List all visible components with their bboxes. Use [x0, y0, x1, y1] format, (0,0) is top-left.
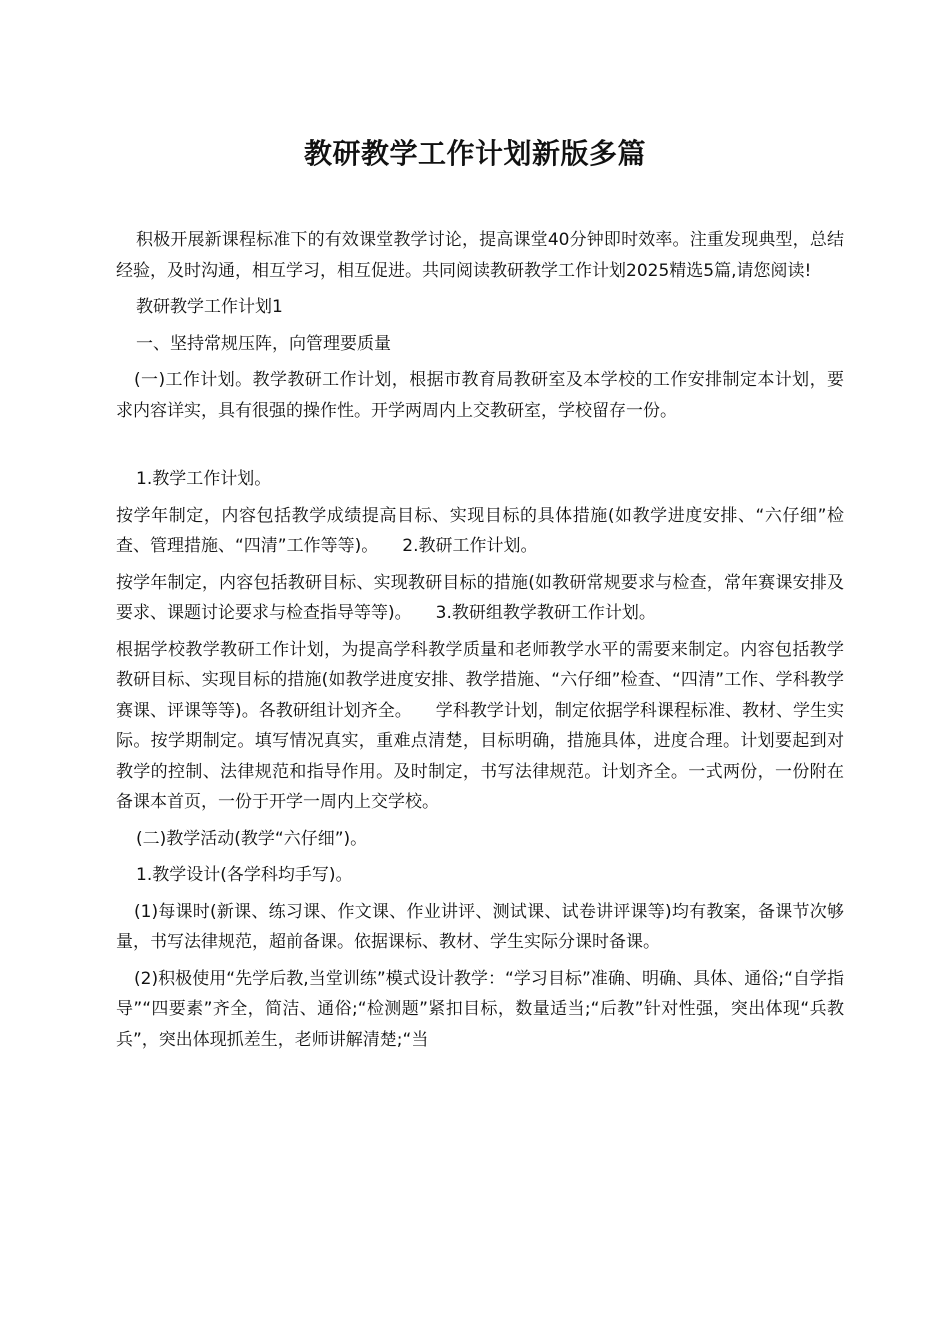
document-body: [116, 225, 844, 1061]
paragraph-gap: [116, 432, 844, 464]
item-research-plan: 2.教研工作计划。: [402, 536, 538, 556]
item-teaching-plan: 1.教学工作计划。: [136, 469, 272, 489]
group-plan-detail: [116, 635, 844, 818]
subject-plan-text: 学科教学计划，制定依据学科课程标准、教材、学生实际。按学期制定。填写情况真实，重难点清楚，目标明确，措施具体，进度合理。计划要起到对教学的控制、法律规范和指导作用。及时制定，书写法律规范。计划齐全。一式两份，一份附在备课本首页，一份于开学一周内上交学校。: [116, 700, 845, 812]
item-group-plan: 3.教研组教学教研工作计划。: [435, 603, 656, 623]
group-plan-text: 根据学校教学教研工作计划，为提高学科教学质量和老师教学水平的需要来制定。内容包括教学教研目标、实现目标的措施(如教学进度安排、教学措施、“六仔细”检查、“四清”工作、学科教学赛课、评课等等)。各教研组计划齐全。: [116, 639, 844, 721]
teaching-design-heading: 1.教学设计(各学科均手写)。: [136, 865, 353, 885]
section-heading: 一、坚持常规压阵，向管理要质量: [136, 333, 391, 354]
teaching-design-item-2: (2)积极使用“先学后教,当堂训练”模式设计教学：“学习目标”准确、明确、具体、通俗;“自学指导”“四要素”齐全，简洁、通俗;“检测题”紧扣目标，数量适当;“后教”针对性强，突出体现“兵教兵”，突出体现抓差生，老师讲解清楚;“当: [116, 968, 844, 1050]
intro-paragraph: 积极开展新课程标准下的有效课堂教学讨论，提高课堂40分钟即时效率。注重发现典型，总结经验，及时沟通，相互学习，相互促进。共同阅读教研教学工作计划2025精选5篇,请您阅读!: [116, 230, 844, 281]
research-plan-text: 按学年制定，内容包括教研目标、实现教研目标的措施(如教研常规要求与检查，常年赛课安排及要求、课题讨论要求与检查指导等等)。: [116, 572, 844, 623]
plan-heading: 教研教学工作计划1: [136, 297, 283, 317]
research-plan-detail: [116, 568, 844, 629]
teaching-plan-text: 按学年制定，内容包括教学成绩提高目标、实现目标的具体措施(如教学进度安排、“六仔细”检查、管理措施、“四清”工作等等)。: [116, 505, 844, 556]
teaching-activity-heading: (二)教学活动(教学“六仔细”)。: [136, 828, 368, 849]
teaching-plan-detail: [116, 501, 844, 562]
teaching-design-item-1: (1)每课时(新课、练习课、作文课、作业讲评、测试课、试卷讲评课等)均有教案，备课节次够量，书写法律规范，超前备课。依据课标、教材、学生实际分课时备课。: [116, 901, 844, 952]
document-title: 教研教学工作计划新版多篇: [303, 137, 646, 170]
work-plan-paragraph: (一)工作计划。教学教研工作计划，根据市教育局教研室及本学校的工作安排制定本计划，要求内容详实，具有很强的操作性。开学两周内上交教研室，学校留存一份。: [116, 370, 844, 421]
